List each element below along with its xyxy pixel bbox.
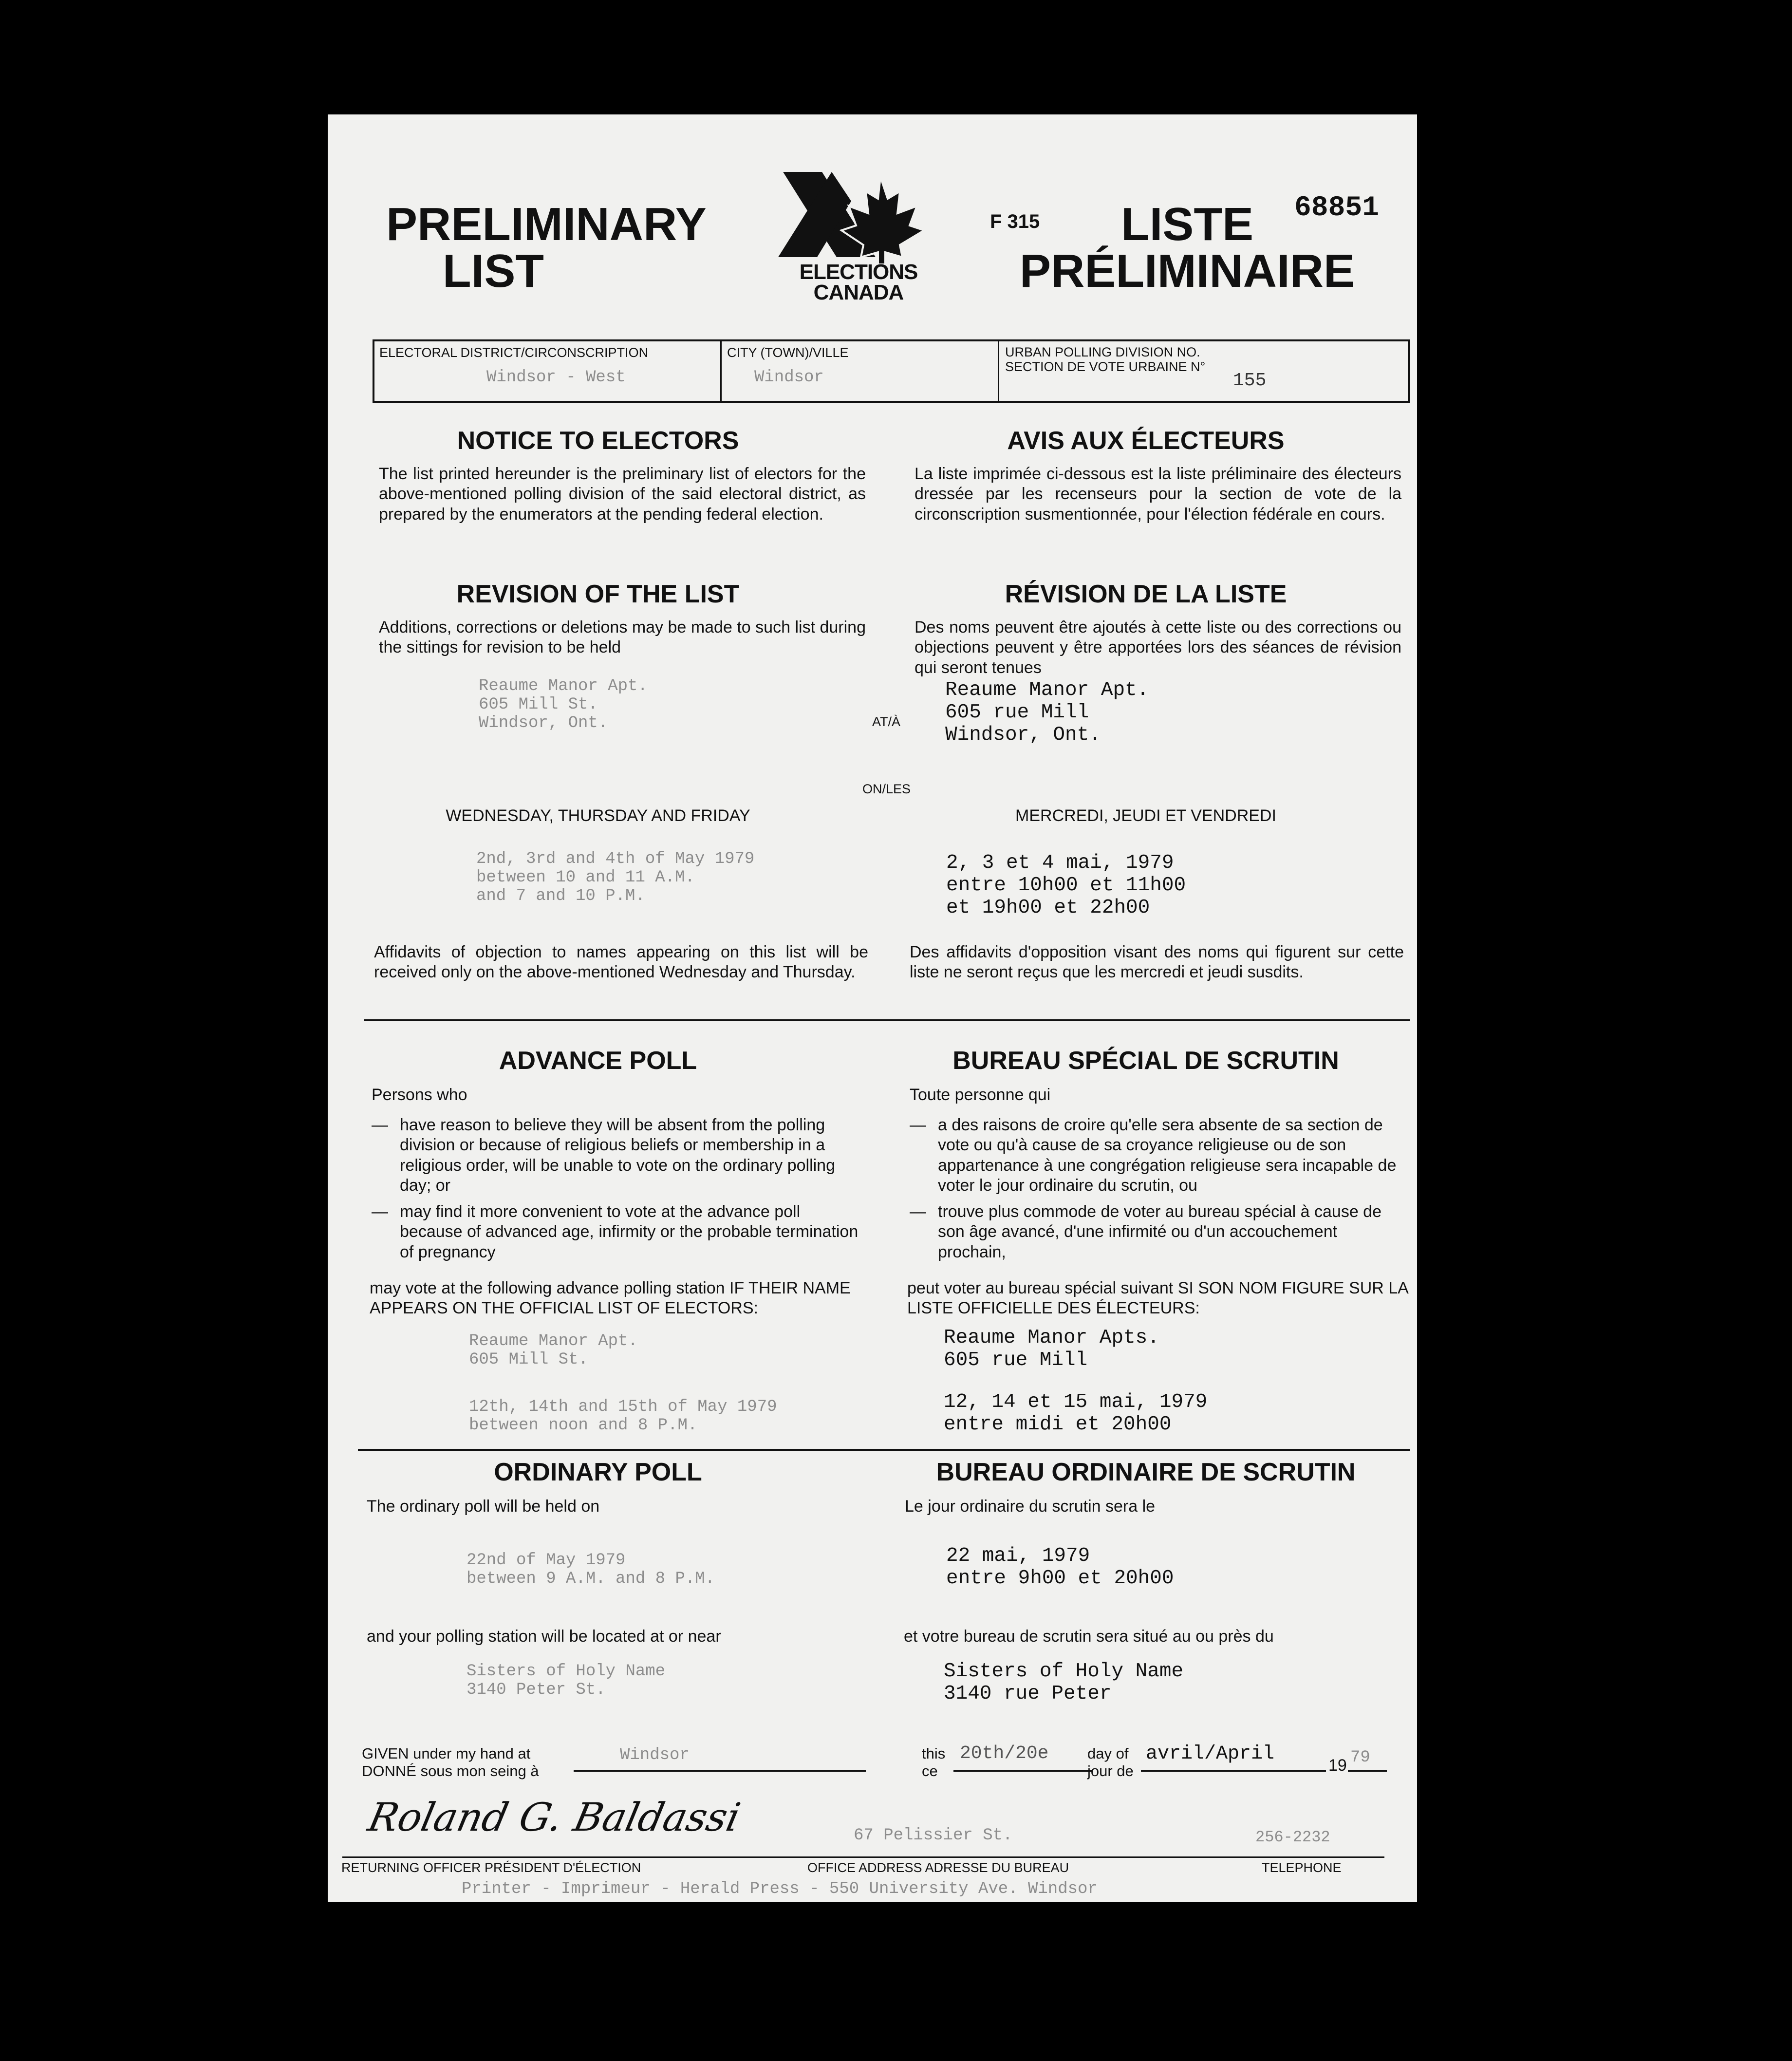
ce-label: ce [922, 1762, 938, 1780]
dash: — [372, 1116, 388, 1134]
year-prefix: 19 [1328, 1756, 1347, 1775]
advance-item-2-en-text: may find it more convenient to vote at the advance poll because of advanced age, infirmity or the probable termination of pregnancy [400, 1202, 859, 1261]
given-fr: DONNÉ sous mon seing à [362, 1762, 539, 1780]
advance-heading-fr: BUREAU SPÉCIAL DE SCRUTIN [952, 1047, 1339, 1075]
advance-item-2-fr [910, 1202, 1404, 1262]
polling-cell [999, 341, 1408, 401]
elections-canada-logo [778, 172, 939, 308]
advance-item-1-en-text: have reason to believe they will be absent from the polling division or because of religious beliefs or membership in a religious order, will be unable to vote on the ordinary polling day; or [400, 1116, 835, 1195]
district-value: Windsor - West [486, 368, 626, 387]
revision-heading-en: REVISION OF THE LIST [456, 580, 740, 608]
advance-item-1-fr-text: a des raisons de croire qu'elle sera absente de sa section de vote ou qu'à cause de sa croyance religieuse ou de son appartenance à une congrégation religieuse sera incapable de voter le jour ordinaire du scrutin, ou [938, 1116, 1397, 1195]
revision-heading-fr: RÉVISION DE LA LISTE [1005, 580, 1287, 608]
polling-label-line2: SECTION DE VOTE URBAINE N° [1005, 359, 1206, 374]
advance-intro-fr: Toute personne qui [910, 1086, 1051, 1104]
office-address-value: 67 Pelissier St. [854, 1826, 1013, 1845]
city-value: Windsor [754, 368, 824, 387]
advance-item-1-fr [910, 1115, 1404, 1196]
given-place: Windsor [620, 1746, 690, 1764]
dash: — [910, 1116, 926, 1134]
signature-line [342, 1856, 1384, 1858]
given-en: GIVEN under my hand at [362, 1745, 531, 1762]
ordinary-held-en: The ordinary poll will be held on [367, 1497, 600, 1516]
title-en-line1: PRELIMINARY [386, 198, 707, 250]
days-en: WEDNESDAY, THURSDAY AND FRIDAY [446, 806, 750, 825]
advance-heading-en: ADVANCE POLL [499, 1047, 697, 1075]
advance-item-2-en [372, 1202, 863, 1262]
ordinary-located-fr: et votre bureau de scrutin sera situé au ou près du [904, 1627, 1274, 1646]
advance-place-en: Reaume Manor Apt. 605 Mill St. [469, 1332, 638, 1369]
advance-dates-fr: 12, 14 et 15 mai, 1979 entre midi et 20h00 [944, 1391, 1208, 1436]
returning-officer-label: RETURNING OFFICER PRÉSIDENT D'ÉLECTION [341, 1860, 641, 1875]
day-label-block [1087, 1745, 1134, 1780]
serial-number: 68851 [1294, 192, 1380, 224]
ordinary-place-en: Sisters of Holy Name 3140 Peter St. [467, 1662, 666, 1700]
given-label [362, 1745, 539, 1780]
form-code: F 315 [990, 211, 1040, 232]
logo-text-line2: CANADA [813, 280, 904, 304]
advance-list-fr [910, 1115, 1404, 1262]
district-box [373, 339, 1410, 403]
this-label-block [922, 1745, 945, 1780]
ordinary-held-fr: Le jour ordinaire du scrutin sera le [905, 1497, 1156, 1516]
revision-text-fr: Des noms peuvent être ajoutés à cette liste ou des corrections ou objections peuvent y être apportées lors des séances de révision qui seront tenues [915, 618, 1401, 677]
section-divider [358, 1449, 1410, 1451]
may-vote-en: may vote at the following advance polling station IF THEIR NAME APPEARS ON THE OFFICIAL LIST OF ELECTORS: [370, 1279, 851, 1318]
notice-heading-fr: AVIS AUX ÉLECTEURS [1007, 427, 1285, 455]
title-fr-line2: PRÉLIMINAIRE [1019, 245, 1355, 297]
maple-leaf-x-icon [778, 172, 939, 264]
dash: — [372, 1202, 388, 1221]
district-label: ELECTORAL DISTRICT/CIRCONSCRIPTION [379, 345, 649, 360]
ordinary-heading-en: ORDINARY POLL [494, 1458, 702, 1486]
notice-text-fr: La liste imprimée ci-dessous est la liste préliminaire des électeurs dressée par les recenseurs pour la section de vote de la circonscription susmentionnée, pour l'élection fédérale en cours. [915, 465, 1401, 524]
revision-dates-en: 2nd, 3rd and 4th of May 1979 between 10 and 11 A.M. and 7 and 10 P.M. [476, 850, 755, 906]
day-label: day of [1087, 1745, 1129, 1762]
days-fr: MERCREDI, JEUDI ET VENDREDI [1015, 806, 1276, 825]
revision-place-fr: Reaume Manor Apt. 605 rue Mill Windsor, Ont. [945, 679, 1149, 746]
dash: — [910, 1202, 926, 1221]
office-address-label: OFFICE ADDRESS ADRESSE DU BUREAU [807, 1860, 1069, 1875]
polling-label [1005, 345, 1205, 374]
ordinary-heading-fr: BUREAU ORDINAIRE DE SCRUTIN [936, 1458, 1356, 1486]
ordinary-date-en: 22nd of May 1979 between 9 A.M. and 8 P.M. [467, 1551, 715, 1589]
revision-place-en: Reaume Manor Apt. 605 Mill St. Windsor, Ont. [479, 677, 648, 733]
title-en-line2: LIST [443, 245, 544, 297]
logo-text-line1: ELECTIONS [799, 260, 918, 284]
month-value: avril/April [1146, 1743, 1275, 1765]
polling-label-line1: URBAN POLLING DIVISION NO. [1005, 345, 1200, 359]
day-value: 20th/20e [960, 1743, 1049, 1764]
notice-heading-en: NOTICE TO ELECTORS [457, 427, 739, 455]
at-label: AT/À [872, 714, 901, 729]
revision-text-en: Additions, corrections or deletions may be made to such list during the sittings for revision to be held [379, 618, 866, 657]
ordinary-located-en: and your polling station will be located at or near [367, 1627, 721, 1646]
city-label: CITY (TOWN)/VILLE [727, 345, 849, 360]
advance-dates-en: 12th, 14th and 15th of May 1979 between noon and 8 P.M. [469, 1398, 777, 1435]
city-cell [720, 341, 999, 401]
signature: Roland G. Baldassi [364, 1795, 745, 1840]
revision-dates-fr: 2, 3 et 4 mai, 1979 entre 10h00 et 11h00 et 19h00 et 22h00 [946, 852, 1186, 919]
advance-list-en [372, 1115, 863, 1262]
polling-value: 155 [1233, 370, 1267, 391]
notice-text-en: The list printed hereunder is the preliminary list of electors for the above-mentioned polling division of the said electoral district, as prepared by the enumerators at the pending federal election. [379, 465, 866, 524]
year-value: 79 [1350, 1748, 1370, 1767]
preliminary-list-form [328, 114, 1417, 1902]
title-fr-line1: LISTE [1120, 198, 1253, 250]
month-line [1141, 1770, 1326, 1772]
advance-place-fr: Reaume Manor Apts. 605 rue Mill [944, 1327, 1159, 1371]
advance-item-1-en [372, 1115, 863, 1196]
telephone-label: TELEPHONE [1262, 1860, 1342, 1875]
ordinary-date-fr: 22 mai, 1979 entre 9h00 et 20h00 [946, 1545, 1174, 1590]
given-place-line [574, 1770, 866, 1772]
section-divider [364, 1019, 1410, 1021]
advance-intro-en: Persons who [372, 1086, 467, 1104]
on-label: ON/LES [862, 782, 911, 796]
affidavit-en: Affidavits of objection to names appearing on this list will be received only on the above-mentioned Wednesday and Thursday. [374, 943, 868, 982]
year-line [1348, 1770, 1387, 1772]
telephone-value: 256-2232 [1255, 1828, 1330, 1846]
may-vote-fr: peut voter au bureau spécial suivant SI SON NOM FIGURE SUR LA LISTE OFFICIELLE DES ÉLECTEURS: [907, 1279, 1408, 1318]
ordinary-place-fr: Sisters of Holy Name 3140 rue Peter [944, 1660, 1184, 1705]
district-cell [374, 341, 722, 401]
printer-line: Printer - Imprimeur - Herald Press - 550 University Ave. Windsor [462, 1880, 1098, 1898]
day-line [953, 1770, 1092, 1772]
affidavit-fr: Des affidavits d'opposition visant des noms qui figurent sur cette liste ne seront reçus que les mercredi et jeudi susdits. [910, 943, 1404, 982]
jour-label: jour de [1087, 1762, 1134, 1780]
title-en [386, 198, 707, 297]
advance-item-2-fr-text: trouve plus commode de voter au bureau spécial à cause de son âge avancé, d'une infirmité ou d'un accouchement prochain, [938, 1202, 1381, 1261]
this-label: this [922, 1745, 946, 1762]
